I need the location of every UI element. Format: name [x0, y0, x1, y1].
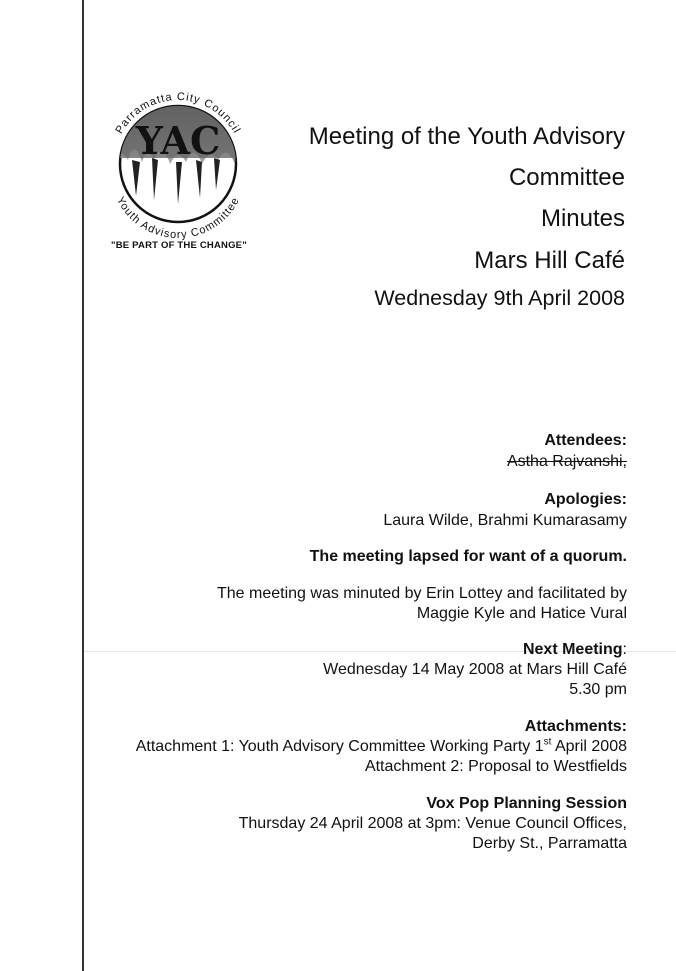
next-meeting-line-1: Wednesday 14 May 2008 at Mars Hill Café	[323, 661, 627, 678]
vox-pop-line-1: Thursday 24 April 2008 at 3pm: Venue Council Offices,	[238, 815, 627, 832]
attachment-item-2: Attachment 2: Proposal to Westfields	[364, 758, 627, 775]
attendees-names: Astha Rajvanshi,	[506, 453, 627, 470]
title-line-1: Meeting of the Youth Advisory	[308, 123, 625, 150]
attachment-1-text: Attachment 1: Youth Advisory Committee Working Party 1	[135, 738, 544, 755]
next-meeting-colon: :	[622, 641, 627, 658]
logo-initials: YAC	[135, 118, 221, 163]
next-meeting-heading: Next Meeting	[522, 641, 623, 658]
attachments-heading: Attachments:	[524, 718, 627, 735]
logo-tagline: "BE PART OF THE CHANGE"	[111, 240, 247, 251]
left-margin-rule	[82, 0, 84, 971]
next-meeting-line-2: 5.30 pm	[569, 681, 627, 698]
next-meeting-heading-row	[523, 640, 627, 660]
attendees-heading: Attendees:	[544, 432, 627, 449]
attachment-item-1	[136, 737, 627, 757]
vox-pop-line-2: Derby St., Parramatta	[472, 835, 627, 852]
apologies-names: Laura Wilde, Brahmi Kumarasamy	[383, 512, 627, 529]
logo-arc-bottom: Youth Advisory Committee	[113, 195, 243, 242]
attachment-1-ordinal: st	[543, 736, 552, 748]
logo-arc-top: Parramatta City Council	[113, 90, 243, 136]
title-line-3: Minutes	[540, 205, 625, 232]
quorum-notice: The meeting lapsed for want of a quorum.	[309, 548, 627, 565]
minuted-line-2: Maggie Kyle and Hatice Vural	[416, 605, 627, 622]
yac-logo	[92, 78, 264, 250]
title-date: Wednesday 9th April 2008	[374, 286, 625, 310]
minuted-line-1: The meeting was minuted by Erin Lottey and facilitated by	[217, 585, 627, 602]
attachment-1-date: April 2008	[551, 738, 627, 755]
title-line-2: Committee	[508, 164, 625, 191]
apologies-heading: Apologies:	[544, 491, 627, 508]
vox-pop-heading: Vox Pop Planning Session	[426, 795, 627, 812]
title-venue: Mars Hill Café	[474, 247, 625, 274]
